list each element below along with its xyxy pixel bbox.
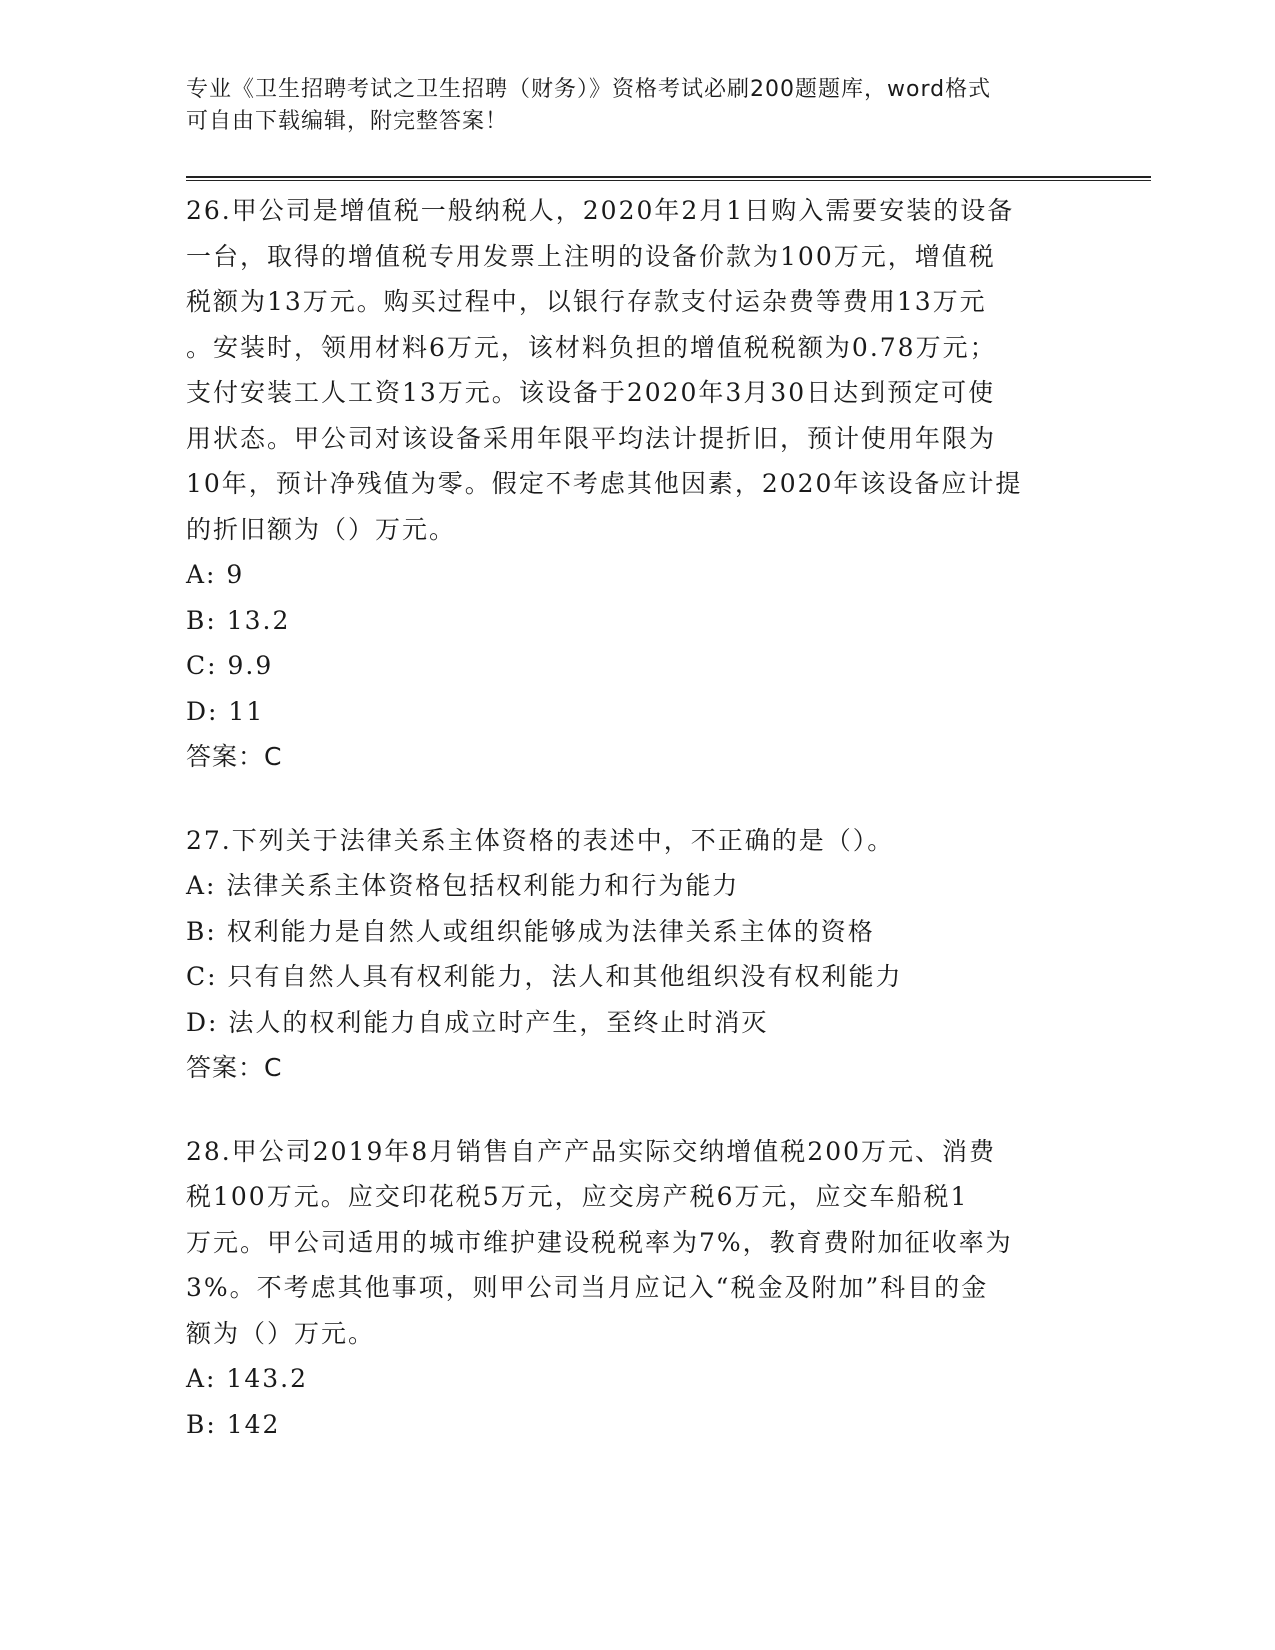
question-stem	[186, 1129, 1086, 1357]
option-c: C: 9.9	[186, 651, 274, 680]
stem-line: 一台，取得的增值税专用发票上注明的设备价款为100万元，增值税	[186, 241, 996, 271]
question-stem	[186, 188, 1086, 552]
stem-line: 27.下列关于法律关系主体资格的表述中，不正确的是（）。	[186, 825, 895, 855]
header-title-line-1: 专业《卫生招聘考试之卫生招聘（财务）》资格考试必刷200题题库，word格式	[186, 77, 992, 102]
question-28	[186, 1129, 1086, 1448]
option-d: D: 11	[186, 696, 265, 726]
option-b: B: 13.2	[186, 605, 291, 635]
stem-line: 。安装时，领用材料6万元，该材料负担的增值税税额为0.78万元；	[186, 332, 997, 362]
stem-line: 税100万元。应交印花税5万元，应交房产税6万元，应交车船税1	[186, 1182, 969, 1211]
stem-line: 3%。不考虑其他事项，则甲公司当月应记入“税金及附加”科目的金	[186, 1273, 989, 1302]
header-title-line-2: 可自由下载编辑，附完整答案！	[186, 109, 509, 134]
document-header	[186, 74, 1066, 138]
stem-line: 的折旧额为（）万元。	[186, 514, 457, 544]
option-b: B: 142	[186, 1409, 281, 1439]
stem-line: 税额为13万元。购买过程中，以银行存款支付运杂费等费用13万元	[186, 287, 987, 316]
stem-line: 26.甲公司是增值税一般纳税人，2020年2月1日购入需要安装的设备	[186, 196, 1015, 225]
option-c: C: 只有自然人具有权利能力，法人和其他组织没有权利能力	[186, 962, 903, 991]
answer-text: 答案：C	[186, 742, 283, 771]
stem-line: 28.甲公司2019年8月销售自产产品实际交纳增值税200万元、消费	[186, 1136, 997, 1166]
question-stem	[186, 818, 1086, 864]
option-a: A: 9	[186, 560, 245, 589]
stem-line: 支付安装工人工资13万元。该设备于2020年3月30日达到预定可使	[186, 378, 996, 407]
option-b: B: 权利能力是自然人或组织能够成为法律关系主体的资格	[186, 916, 875, 946]
answer-text: 答案：C	[186, 1053, 283, 1082]
option-a: A: 法律关系主体资格包括权利能力和行为能力	[186, 871, 740, 900]
option-d: D: 法人的权利能力自成立时产生，至终止时消灭	[186, 1007, 769, 1037]
stem-line: 10年，预计净残值为零。假定不考虑其他因素，2020年该设备应计提	[186, 469, 1023, 498]
stem-line: 额为（）万元。	[186, 1318, 376, 1348]
question-27	[186, 818, 1086, 1091]
stem-line: 用状态。甲公司对该设备采用年限平均法计提折旧，预计使用年限为	[186, 423, 997, 453]
header-divider	[186, 176, 1151, 181]
stem-line: 万元。甲公司适用的城市维护建设税税率为7%，教育费附加征收率为	[186, 1227, 1013, 1257]
question-list	[186, 188, 1086, 1485]
question-26	[186, 188, 1086, 780]
option-a: A: 143.2	[186, 1364, 308, 1393]
